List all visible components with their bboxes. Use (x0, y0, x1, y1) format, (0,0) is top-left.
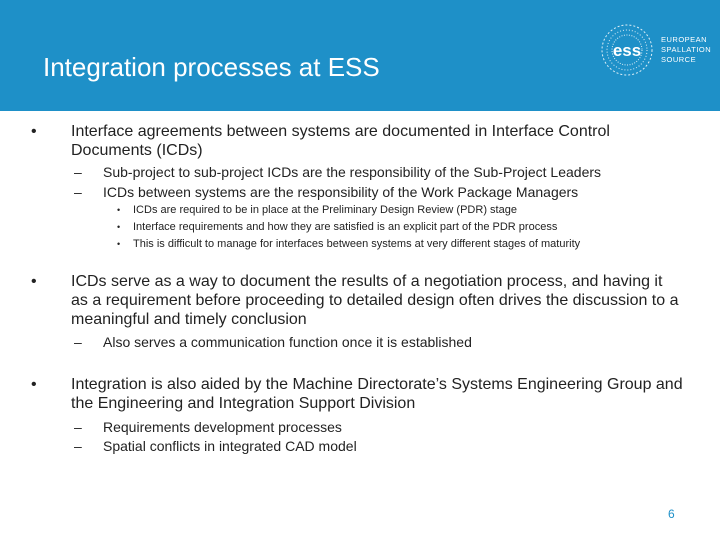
bullet-3-text: Integration is also aided by the Machine Directorate’s Systems Engineering Group and the Engineering and Integration Support Division (71, 376, 683, 412)
sub-bullet-dash: – (74, 184, 82, 200)
ess-logo-mark: ess (612, 41, 642, 60)
logo-line-spallation: SPALLATION (661, 45, 712, 54)
bullet-dot: • (31, 123, 37, 140)
bullet-dot: • (31, 376, 37, 393)
bullet-1-text: Interface agreements between systems are documented in Interface Control Documents (ICDs) (71, 123, 610, 159)
sub-bullet-dash: – (74, 419, 82, 435)
logo-line-source: SOURCE (661, 55, 697, 64)
bullet-3-sub-2: Spatial conflicts in integrated CAD model (103, 438, 357, 454)
page-number: 6 (668, 507, 675, 521)
logo-line-european: EUROPEAN (661, 35, 708, 44)
bullet-1-sub-1: Sub-project to sub-project ICDs are the responsibility of the Sub-Project Leaders (103, 164, 602, 180)
bullet-1-sub-2: ICDs between systems are the responsibility of the Work Package Managers (103, 184, 579, 200)
bullet-1-subsub-1: ICDs are required to be in place at the Preliminary Design Review (PDR) stage (133, 204, 517, 216)
bullet-2-sub-1: Also serves a communication function once it is established (103, 334, 472, 350)
bullet-3-sub-1: Requirements development processes (103, 419, 342, 435)
subsub-bullet-dot: • (117, 205, 121, 215)
subsub-bullet-dot: • (117, 222, 121, 232)
bullet-dot: • (31, 273, 37, 290)
slide-title: Integration processes at ESS (43, 52, 380, 82)
bullet-2-text: ICDs serve as a way to document the results of a negotiation process, and having it as a requirement before proceeding to detailed design often drives the discussion to a meaningful and timely conclusion (71, 273, 679, 328)
bullet-1-subsub-2: Interface requirements and how they are satisfied is an explicit part of the PDR process (133, 221, 558, 233)
sub-bullet-dash: – (74, 334, 82, 350)
sub-bullet-dash: – (74, 438, 82, 454)
bullet-1-subsub-3: This is difficult to manage for interfaces between systems at very different stages of maturity (133, 238, 581, 250)
sub-bullet-dash: – (74, 164, 82, 180)
subsub-bullet-dot: • (117, 239, 121, 249)
